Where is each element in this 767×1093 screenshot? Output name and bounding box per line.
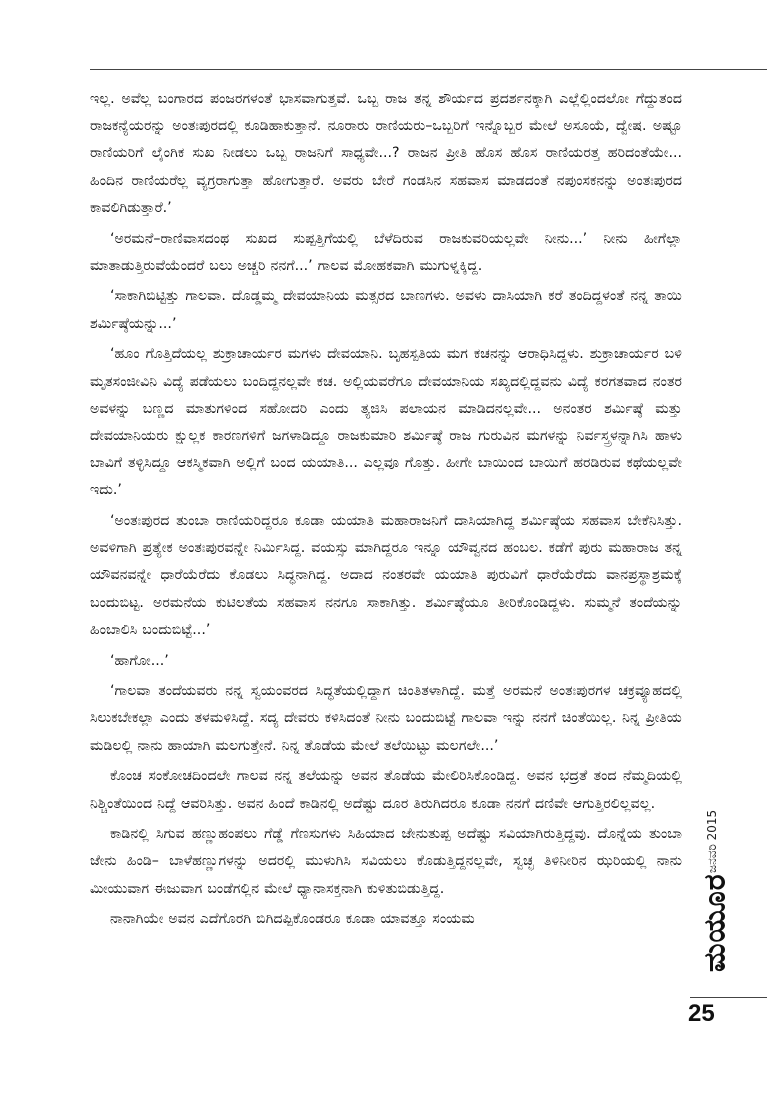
side-banner [685, 810, 737, 1010]
article-paragraph: ನಾನಾಗಿಯೇ ಅವನ ಎದೆಗೊರಗಿ ಬಿಗಿದಪ್ಪಿಕೊಂಡರೂ ಕೂಡಾ ಯಾವತ್ತೂ ಸಂಯಮ [110, 911, 475, 928]
page-number-rule [690, 997, 767, 998]
top-rule [90, 69, 767, 70]
magazine-masthead: ಮಯೂರ [697, 873, 733, 972]
article-paragraph: ‘ಹೂಂ ಗೊತ್ತಿದೆಯಲ್ಲ ಶುಕ್ರಾಚಾರ್ಯರ ಮಗಳು ದೇವಯಾನಿ. ಬೃಹಸ್ಪತಿಯ ಮಗ ಕಚನನ್ನು ಆರಾಧಿಸಿದ್ದಳು. ಶುಕ್ರಾಚಾರ್ಯರ ಬಳಿ ಮೃತಸಂಜೀವಿನಿ ವಿದ್ಯೆ ಪಡೆಯಲು ಬಂದಿದ್ದನಲ್ಲವೇ ಕಚ. ಅಲ್ಲಿಯವರೆಗೂ ದೇವಯಾನಿಯ ಸಖ್ಯದಲ್ಲಿದ್ದವನು ವಿದ್ಯೆ ಕರಗತವಾದ ನಂತರ ಅವಳನ್ನು ಬಣ್ಣದ ಮಾತುಗಳಿಂದ ಸಹೋದರಿ ಎಂದು ತ್ಯಜಿಸಿ ಪಲಾಯನ ಮಾಡಿದನಲ್ಲವೇ... ಅನಂತರ ಶರ್ಮಿಷ್ಠೆ ಮತ್ತು ದೇವಯಾನಿಯರು ಕ್ಷುಲ್ಲಕ ಕಾರಣಗಳಿಗೆ ಜಗಳಾಡಿದ್ದೂ ರಾಜಕುಮಾರಿ ಶರ್ಮಿಷ್ಠೆ ರಾಜ ಗುರುವಿನ ಮಗಳನ್ನು ನಿರ್ವಸ್ತ್ರಳನ್ನಾಗಿಸಿ ಹಾಳು ಬಾವಿಗೆ ತಳ್ಳಿಸಿದ್ದೂ ಆಕಸ್ಮಿಕವಾಗಿ ಅಲ್ಲಿಗೆ ಬಂದ ಯಯಾತಿ... ಎಲ್ಲವೂ ಗೊತ್ತು. ಹೀಗೇ ಬಾಯಿಂದ ಬಾಯಿಗೆ ಹರಡಿರುವ ಕಥೆಯಲ್ಲವೇ ಇದು.’ [90, 346, 682, 499]
article-paragraph: ‘ಹಾಗೋ...’ [110, 652, 169, 669]
article-paragraph: ‘ಅರಮನೆ–ರಾಣಿವಾಸದಂಥ ಸುಖದ ಸುಪ್ಪತ್ತಿಗೆಯಲ್ಲಿ ಬೆಳೆದಿರುವ ರಾಜಕುವರಿಯಲ್ಲವೇ ನೀನು...’ ನೀನು ಹೀಗೆಲ್ಲಾ ಮಾತಾಡುತ್ತಿರುವೆಯೆಂದರೆ ಬಲು ಅಚ್ಚರಿ ನನಗೆ...’ ಗಾಲವ ಮೋಹಕವಾಗಿ ಮುಗುಳ್ನಕ್ಕಿದ್ದ. [90, 230, 682, 274]
side-banner-text [693, 810, 737, 990]
issue-date: ಜನವರಿ 2015 [705, 810, 719, 874]
article-body [90, 86, 682, 937]
article-paragraph: ‘ಸಾಕಾಗಿಬಿಟ್ಟಿತ್ತು ಗಾಲವಾ. ದೊಡ್ಡಮ್ಮ ದೇವಯಾನಿಯ ಮತ್ಸರದ ಬಾಣಗಳು. ಅವಳು ದಾಸಿಯಾಗಿ ಕರೆ ತಂದಿದ್ದಳಂತೆ ನನ್ನ ತಾಯಿ ಶರ್ಮಿಷ್ಠೆಯನ್ನು...’ [90, 288, 682, 332]
article-paragraph: ಕೊಂಚ ಸಂಕೋಚದಿಂದಲೇ ಗಾಲವ ನನ್ನ ತಲೆಯನ್ನು ಅವನ ತೊಡೆಯ ಮೇಲಿರಿಸಿಕೊಂಡಿದ್ದ. ಅವನ ಭದ್ರತೆ ತಂದ ನೆಮ್ಮದಿಯಲ್ಲಿ ನಿಶ್ಚಿಂತೆಯಿಂದ ನಿದ್ದೆ ಆವರಿಸಿತ್ತು. ಅವನ ಹಿಂದೆ ಕಾಡಿನಲ್ಲಿ ಅದೆಷ್ಟು ದೂರ ತಿರುಗಿದರೂ ಕೂಡಾ ನನಗೆ ದಣಿವೇ ಆಗುತ್ತಿರಲಿಲ್ಲವಲ್ಲ. [90, 768, 682, 812]
page-number: 25 [688, 1000, 715, 1027]
article-paragraph: ‘ಗಾಲವಾ ತಂದೆಯವರು ನನ್ನ ಸ್ವಯಂವರದ ಸಿದ್ಧತೆಯಲ್ಲಿದ್ದಾಗ ಚಿಂತಿತಳಾಗಿದ್ದೆ. ಮತ್ತೆ ಅರಮನೆ ಅಂತಃಪುರಗಳ ಚಕ್ರವ್ಯೂಹದಲ್ಲಿ ಸಿಲುಕಬೇಕಲ್ಲಾ ಎಂದು ತಳಮಳಿಸಿದ್ದೆ. ಸದ್ಯ ದೇವರು ಕಳಿಸಿದಂತೆ ನೀನು ಬಂದುಬಿಟ್ಟೆ ಗಾಲವಾ ಇನ್ನು ನನಗೆ ಚಿಂತೆಯಿಲ್ಲ. ನಿನ್ನ ಪ್ರೀತಿಯ ಮಡಿಲಲ್ಲಿ ನಾನು ಹಾಯಾಗಿ ಮಲಗುತ್ತೇನೆ. ನಿನ್ನ ತೊಡೆಯ ಮೇಲೆ ತಲೆಯಿಟ್ಟು ಮಲಗಲೇ...’ [90, 683, 682, 754]
article-paragraph: ‘ಅಂತಃಪುರದ ತುಂಬಾ ರಾಣಿಯರಿದ್ದರೂ ಕೂಡಾ ಯಯಾತಿ ಮಹಾರಾಜನಿಗೆ ದಾಸಿಯಾಗಿದ್ದ ಶರ್ಮಿಷ್ಠೆಯ ಸಹವಾಸ ಬೇಕೆನಿಸಿತ್ತು. ಅವಳಿಗಾಗಿ ಪ್ರತ್ಯೇಕ ಅಂತಃಪುರವನ್ನೇ ನಿರ್ಮಿಸಿದ್ದ. ವಯಸ್ಸು ಮಾಗಿದ್ದರೂ ಇನ್ನೂ ಯೌವ್ವನದ ಹಂಬಲ. ಕಡೆಗೆ ಪುರು ಮಹಾರಾಜ ತನ್ನ ಯೌವನವನ್ನೇ ಧಾರೆಯೆರೆದು ಕೊಡಲು ಸಿದ್ಧನಾಗಿದ್ದ. ಅದಾದ ನಂತರವೇ ಯಯಾತಿ ಪುರುವಿಗೆ ಧಾರೆಯೆರೆದು ವಾನಪ್ರಸ್ಥಾಶ್ರಮಕ್ಕೆ ಬಂದುಬಿಟ್ಟ. ಅರಮನೆಯ ಕುಟಿಲತೆಯ ಸಹವಾಸ ನನಗೂ ಸಾಕಾಗಿತ್ತು. ಶರ್ಮಿಷ್ಠೆಯೂ ತೀರಿಕೊಂಡಿದ್ದಳು. ಸುಮ್ಮನೆ ತಂದೆಯನ್ನು ಹಿಂಬಾಲಿಸಿ ಬಂದುಬಿಟ್ಟೆ...’ [90, 513, 682, 638]
article-paragraph: ಕಾಡಿನಲ್ಲಿ ಸಿಗುವ ಹಣ್ಣುಹಂಪಲು ಗೆಡ್ಡೆ ಗೆಣಸುಗಳು ಸಿಹಿಯಾದ ಜೇನುತುಪ್ಪ ಅದೆಷ್ಟು ಸವಿಯಾಗಿರುತ್ತಿದ್ದವು. ದೊನ್ನೆಯ ತುಂಬಾ ಜೇನು ಹಿಂಡಿ– ಬಾಳೆಹಣ್ಣುಗಳನ್ನು ಅದರಲ್ಲಿ ಮುಳುಗಿಸಿ ಸವಿಯಲು ಕೊಡುತ್ತಿದ್ದನಲ್ಲವೇ, ಸ್ವಚ್ಛ ತಿಳಿನೀರಿನ ಝರಿಯಲ್ಲಿ ನಾನು ಮೀಯುವಾಗ ಈಜುವಾಗ ಬಂಡೆಗಲ್ಲಿನ ಮೇಲೆ ಧ್ಯಾನಾಸಕ್ತನಾಗಿ ಕುಳಿತುಬಿಡುತ್ತಿದ್ದ. [90, 826, 682, 897]
article-paragraph: ಇಲ್ಲ. ಅವೆಲ್ಲ ಬಂಗಾರದ ಪಂಜರಗಳಂತೆ ಭಾಸವಾಗುತ್ತವೆ. ಒಬ್ಬ ರಾಜ ತನ್ನ ಶೌರ್ಯದ ಪ್ರದರ್ಶನಕ್ಕಾಗಿ ಎಲ್ಲೆಲ್ಲಿಂದಲೋ ಗೆದ್ದುತಂದ ರಾಜಕನ್ಯೆಯರನ್ನು ಅಂತಃಪುರದಲ್ಲಿ ಕೂಡಿಹಾಕುತ್ತಾನೆ. ನೂರಾರು ರಾಣಿಯರು–ಒಬ್ಬರಿಗೆ ಇನ್ನೊಬ್ಬರ ಮೇಲೆ ಅಸೂಯೆ, ದ್ವೇಷ. ಅಷ್ಟೂ ರಾಣಿಯರಿಗೆ ಲೈಂಗಿಕ ಸುಖ ನೀಡಲು ಒಬ್ಬ ರಾಜನಿಗೆ ಸಾಧ್ಯವೇ...? ರಾಜನ ಪ್ರೀತಿ ಹೊಸ ಹೊಸ ರಾಣಿಯರತ್ತ ಹರಿದಂತೆಯೇ... ಹಿಂದಿನ ರಾಣಿಯರೆಲ್ಲ ವ್ಯಗ್ರರಾಗುತ್ತಾ ಹೋಗುತ್ತಾರೆ. ಅವರು ಬೇರೆ ಗಂಡಸಿನ ಸಹವಾಸ ಮಾಡದಂತೆ ನಪುಂಸಕನನ್ನು ಅಂತಃಪುರದ ಕಾವಲಿಗಿಡುತ್ತಾರೆ.’ [90, 91, 682, 216]
